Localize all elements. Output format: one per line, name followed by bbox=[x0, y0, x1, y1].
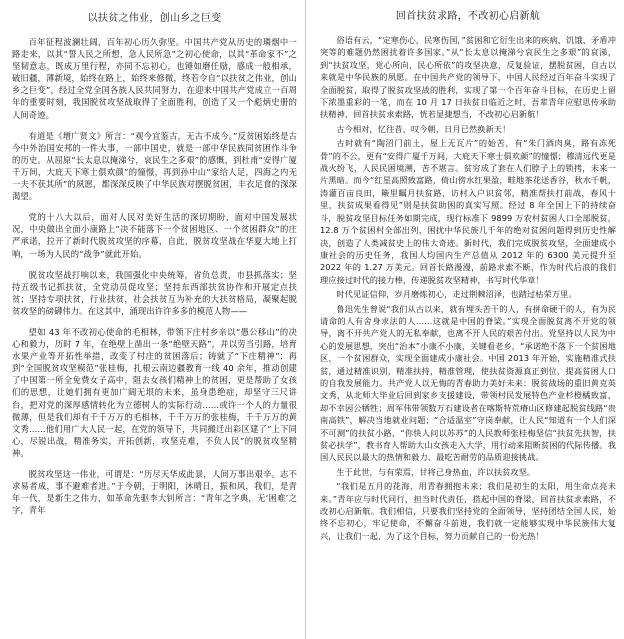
right-document-page bbox=[306, 0, 624, 639]
left-paragraph-3: 党的十八大以后，面对人民对美好生活的深切期盼，面对中国发展状况，中央做出全面小康路上“决不能落下一个贫困地区、一个贫困群众”的庄严承诺，拉开了新时代脱贫攻坚的序幕，自此，脱贫攻坚战在华夏大地上打响，一场为人民的“战争”就此开始。 bbox=[12, 212, 297, 259]
left-paragraph-4: 脱贫攻坚战打响以来，我国强化中央统筹，省负总责，市县抓落实；坚持五级书记抓扶贫，全党动员促攻坚；坚持东西部扶贫协作和开展定点扶贫；坚持专项扶贫，行业扶贫，社会扶贫互为补充的大扶贫格局，凝聚起脱贫攻坚的磅礴伟力。在这其中，涌现出许许多多的模范人物—— bbox=[12, 269, 297, 316]
right-paragraph-3: 古时就有“陶沼门前土，屋上无瓦片”的始苦，有“朱门酒肉臭，路有冻死骨”的不公，更有“安得广厦千万间，大庇天下寒士俱欢颜”的憧憬；穆清远代更是战火纷飞，人民民困境溯，苦不堪言。贫穷成了套在人们脖子上的锁拷，未来一片黑暗。而今“红星高照致富路，倚山傍水红果盈，畦地茶花送香谷，秋水千帆，涛灌百亩良田，簸里瞩月扶贫路，访村入户识贫邻，精准帮扶打前战，春风十里，扶贫成果看得见”则是扶贫助困的真实写照。经过 8 年全国上下的持续奋斗，脱贫攻坚目标任务如期完成，现行标准下 9899 万农村贫困人口全部脱贫，12.8 万个贫困村全部出列，困扰中华民族几千年的绝对贫困问题得到历史性解决，创造了人类减贫史上的伟大奇迹。新时代，我们完成脱贫攻坚，全面建成小康社会的历史任务，我国人均国内生产总值从 2012 年的 6300 美元提升至 2022 年的 1.27 万美元。回首长路漫漫，前路求索不断，作为时代后浪的我们理应接过时代的接力棒，传递脱贫攻坚精神，书写时代华章！ bbox=[320, 138, 616, 285]
left-paragraph-5: 望如 43 年不改初心使命的毛相林，带领下庄村乡亲以“愚公移山”的决心和毅力，历时 7 年，在绝壁上凿出一条“绝壁天路”，并以劳当引路，培育水果产业等开拓性举措，改变了村庄的贫困落后；铸就了“下庄精神”；再到“全国脱贫攻坚模范”张桂梅，扎根云南边疆教育一线 40 余年，推动创建了中国第一所全免费女子高中，阻去女孩们精神上的贫困，更是帮助了女孩们的思想，让她们拥有更加广阔无垠的未来，虽身患绝症，却坚守三尺讲台，把对党的深厚感情转化为立德树人的实际行动……或许一个人的力量很微薄，但是我们却有千千万万的毛相林，千千万万的张桂梅，千千万万的黄文秀……他们用广大人民一起，在党的领导下，共同搬迁出彩区建了“上下同心，尽锐出战，精准务实，开拓创新，攻坚克难，不负人民”的脱贫攻坚精神。 bbox=[12, 326, 297, 458]
right-paragraph-5: 鲁迅先生曾说“我们从古以来，就有埋头苦干的人，有拼命硬干的人，有为民请命的人有舍身求法的人……这就是中国的脊梁。”实现全面脱贫离不开党的领导，离不开共产党人的无私奉献，也离不开人民的艰苦付出。党坚持以人民为中心的发展思想，突出“治本”小康不小康，关键看老乡，“承诺绝不落下一个贫困地区、一个贫困群众，实现全面建成小康社会。中国 2013 年开始，实施精准式扶贫，通过精准识别，精准扶持，精准管理，使扶贫资源真正到位，提高贫困人口的自我发展能力。共产党人以无悔的青春助力美好未来：脱贫战场的重旧黄克英文秀，从北师大毕业后回到家乡支援建设，带领村民发展特色产业杉橙橘致富，却不幸因公牺牲；周军伟带领数万石建设者在喀斯特荒瘠山区修建起脱贫线路“贵南高铁”，解决当地就业问题；“合适温室”守岗奉献，让人民“知道有一个人们深不可测”的扶贫小路，“你快人问以苏苏”的人民教师张桂梅坚信“扶贫先扶智，扶贫必扶学”，教书育人帮助大山女孩走入大学，用行动来阻断贫困的代际传播。我国人民民以最大的热情和毅力、最吃苦耐劳的品质迎接挑战。 bbox=[320, 303, 616, 463]
left-paragraph-6: 脱贫攻坚这一伟业，可谓是：“历尽天华成此景，人间万事出艰辛。志不求易者成，事不避难者进。”于今朝，于明阳，沐晴日，振和风，我们，是青年一代，是新生之伟力，如革命先驱李大钊所言：“青年之字典，无‘困难’之字，青年 bbox=[12, 469, 297, 516]
right-paragraph-2: 古今相对，忆往昔，叹今朝，日月已然换新天！ bbox=[336, 123, 511, 134]
right-paragraph-6: 生于此世，与有荣焉，甘将己身热血，许以扶贫攻坚。 bbox=[336, 466, 536, 477]
left-paragraph-2: 有道是《增广贤文》所言：“观今宜鉴古，无古不成今。”反贫困始终是古今中外治国安邦的一件大事，一部中国史，就是一部中华民族同贫困作斗争的历史。从屈原“长太息以掩涕兮，哀民生之多艰”的感慨，到杜甫“安得广厦千万间，大庇天下寒士俱欢颜”的憧憬，再到孙中山“家给人足，四海之内无一夫不获其所”的夙愿，都深深反映了中华民族对摆脱贫困，丰衣足食的深深渴望。 bbox=[12, 130, 297, 202]
right-paragraph-4: 时代见证信仰，岁月磨炼初心，走过荆棘沼泽，也踏过枯荣万里。 bbox=[336, 289, 577, 300]
right-page-title: 回首扶贫求路，不改初心启新航 bbox=[395, 11, 541, 22]
left-document-page bbox=[0, 0, 306, 639]
left-page-title: 以扶贫之伟业，创山乡之巨变 bbox=[87, 13, 222, 24]
right-paragraph-7: “我们是五月的花海，用青春拥抱未来；我们是初生的太阳，用生命点亮未来。”青年应与时代同行，担当时代责任，搭起中国的脊梁，回首扶贫求索路，不改初心启新航。我们相信，只要我们坚持党的全面领导，坚持团结全国人民，始终不忘初心，牢记使命，不懈奋斗前进，我们就一定能够实现中华民族伟大复兴，让我们一起，为了这个目标，努力贡献自己的一份光热！ bbox=[320, 481, 616, 541]
right-paragraph-1: 俗语有云，“定寒伤心，民寒伤国，”贫困和它衍生出来的疾病、饥饿、矛盾冲突等的难题仍然困扰着许多国家。”从“长太息以掩涕兮哀民生之多艰”的哀涕，到“扶贫攻坚，党心所向，民心所依”的攻坚决意，反复验证，摆脱贫困，自古以来就是中华民族的夙愿。在中国共产党的领导下，中国人民经过百年奋斗实现了全面脱贫，取得了脱贫攻坚战的胜利，实现了第一个百年奋斗目标，在历史上留下浓墨重彩的一笔，而在 10 月 17 日扶贫日临近之时，吾辈青年应慰思传承助扶精神，回首扶贫求索路，恍若显捷想当，不改初心启新航！ bbox=[320, 35, 616, 120]
left-paragraph-1: 百年征程波澜壮阔，百年初心历久弥坚。中国共产党从历史的璘烟中一路走来，以其“誓人民之所想，急人民所急”之初心使命，以其“革命家不”之坚韧意志，既成万里行程，亦同不忘初心，也锤如磨任励，感成一般相承，破旧疆，薄新境，始终在路上，始终来修微，终若令自“以扶贫之伟业，创山乡之巨变”，经过全党全国各族人民共同努力，在迎来中国共产党成立一百周年的重要时刻，我国脱贫攻坚战取得了全面胜利，创造了又一个彪炳史册的人间奇迹。 bbox=[12, 37, 297, 120]
